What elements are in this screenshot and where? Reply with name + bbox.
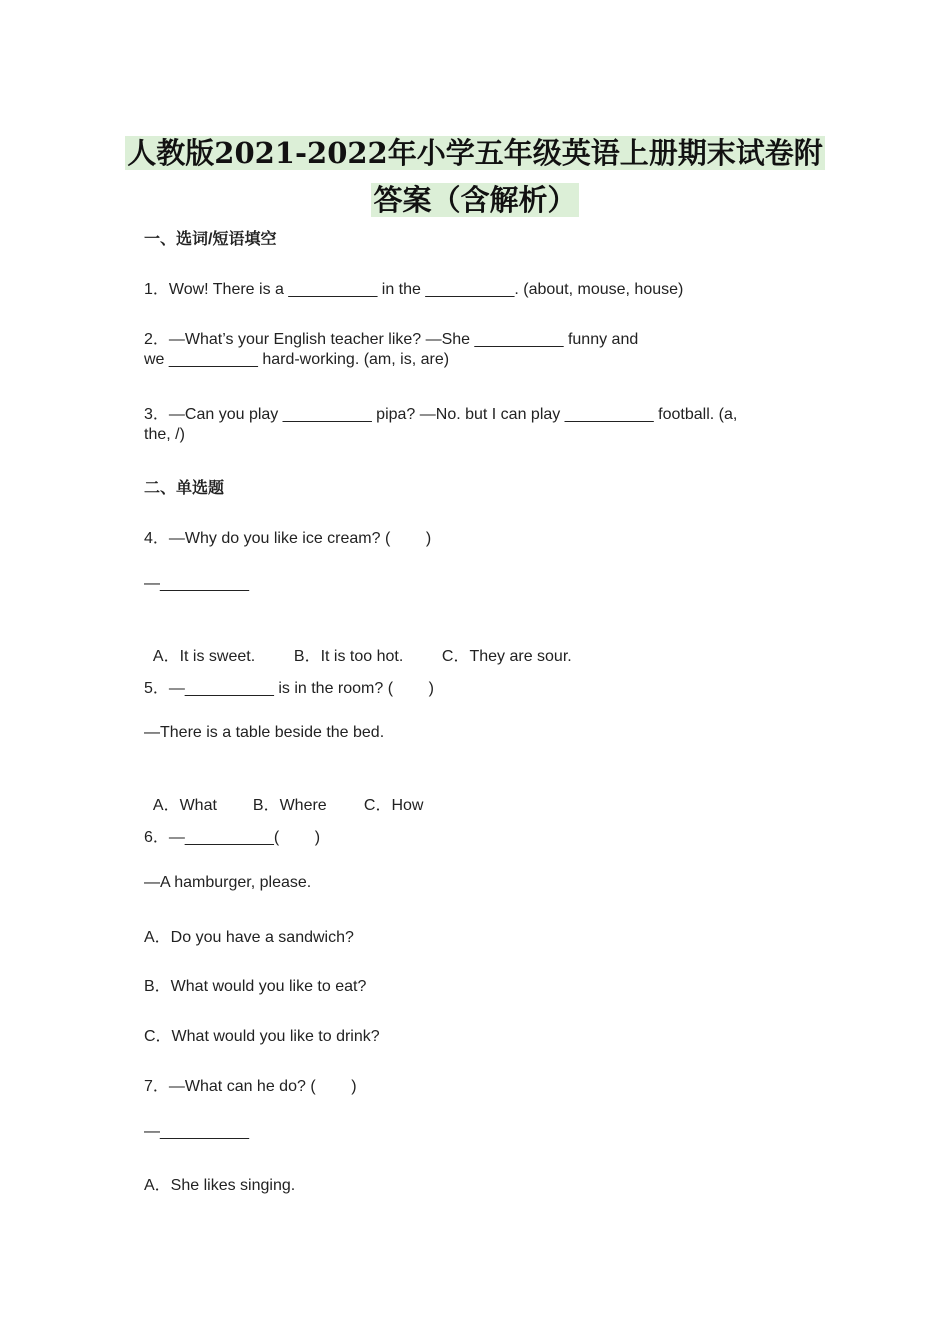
option-a: A．It is sweet. [152, 648, 256, 665]
question-6-option-b: B．What would you like to eat? [144, 978, 367, 995]
question-2-line1: 2．—What’s your English teacher like? —She __________ funny and [144, 331, 639, 348]
document-title-line1: 人教版2021-2022年小学五年级英语上册期末试卷附 [127, 136, 823, 170]
section-heading-fill-in: 一、选词/短语填空 [144, 231, 277, 248]
question-6-answer: —A hamburger, please. [144, 874, 312, 891]
option-a: A．What [152, 797, 217, 814]
question-3-line1: 3．—Can you play __________ pipa? —No. but I can play __________ football. (a, [144, 406, 738, 423]
question-6: 6．—__________( ) [144, 829, 321, 846]
option-b: B．Where [252, 797, 327, 814]
question-5-options [144, 774, 423, 815]
option-c: C．They are sour. [441, 648, 572, 665]
section-heading-single-choice: 二、单选题 [144, 480, 225, 497]
question-7-answer-blank: —__________ [144, 1123, 249, 1140]
question-7-option-a: A．She likes singing. [144, 1177, 296, 1194]
option-b: B．It is too hot. [293, 648, 404, 665]
question-4: 4．—Why do you like ice cream? ( ) [144, 530, 432, 547]
question-5: 5．—__________ is in the room? ( ) [144, 680, 434, 697]
question-7: 7．—What can he do? ( ) [144, 1078, 357, 1095]
question-6-option-a: A．Do you have a sandwich? [144, 929, 354, 946]
question-3-line2: the, /) [144, 426, 185, 443]
question-1: 1．Wow! There is a __________ in the __________. (about, mouse, house) [144, 281, 684, 298]
question-4-answer-blank: —__________ [144, 575, 249, 592]
option-c: C．How [363, 797, 424, 814]
question-5-answer: —There is a table beside the bed. [144, 724, 385, 741]
question-2-line2: we __________ hard-working. (am, is, are) [144, 351, 450, 368]
question-4-options [144, 625, 572, 666]
document-title-line2: 答案（含解析） [373, 183, 577, 217]
question-6-option-c: C．What would you like to drink? [144, 1028, 380, 1045]
